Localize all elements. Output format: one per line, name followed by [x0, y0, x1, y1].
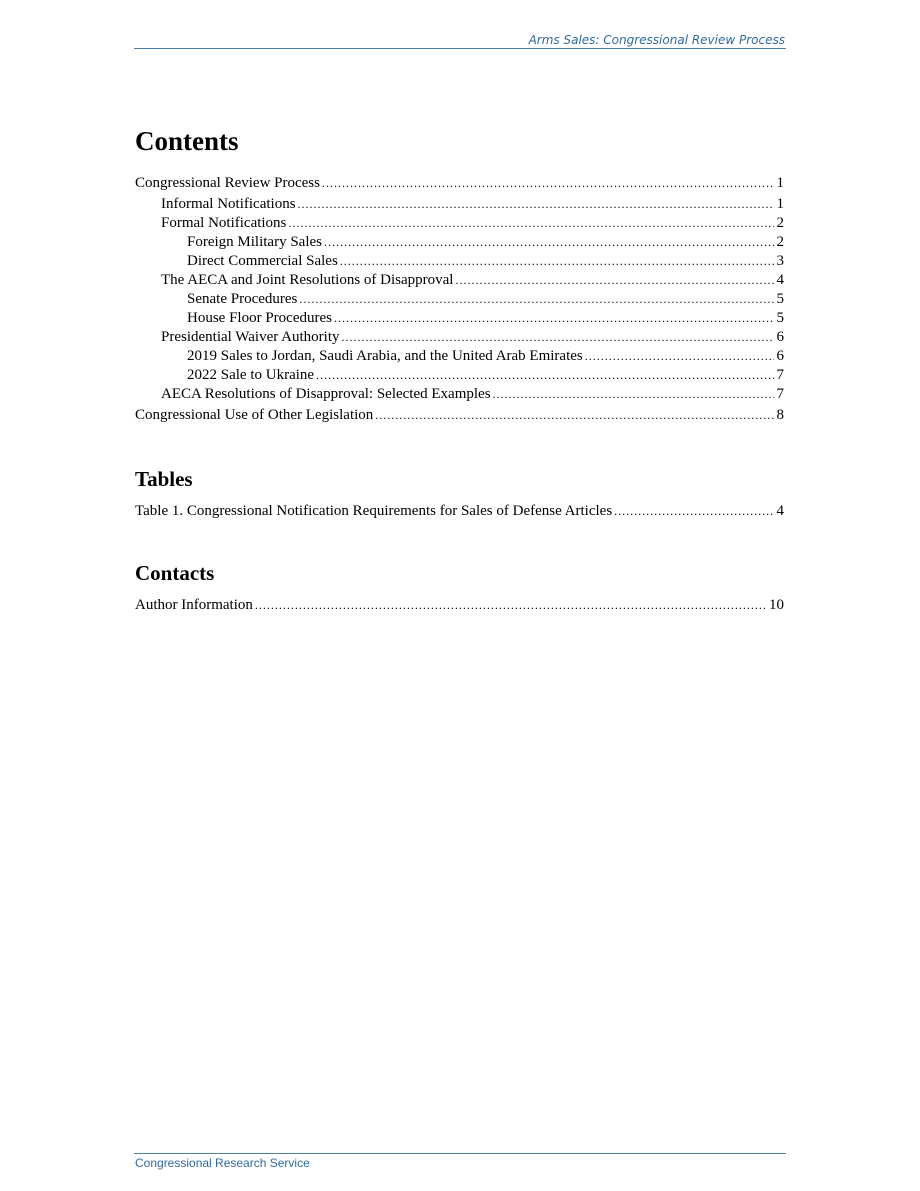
contents-list: [135, 174, 784, 425]
toc-entry[interactable]: [135, 174, 784, 195]
toc-entry-page: 5: [774, 290, 785, 309]
toc-leader-dots: [341, 328, 773, 347]
contacts-heading: Contacts: [135, 561, 215, 585]
toc-entry-page: 7: [774, 385, 785, 404]
toc-entry[interactable]: [135, 347, 784, 366]
toc-entry-title: Senate Procedures: [187, 291, 298, 307]
toc-entry-title: 2022 Sale to Ukraine: [187, 367, 315, 383]
toc-entry-page: 6: [774, 347, 785, 366]
toc-leader-dots: [324, 233, 774, 252]
toc-entry[interactable]: [135, 328, 784, 347]
running-header-title: Arms Sales: Congressional Review Process: [528, 33, 785, 47]
toc-entry-title: Formal Notifications: [161, 215, 287, 231]
toc-entry-page: 7: [774, 366, 785, 385]
toc-leader-dots: [298, 195, 774, 214]
toc-entry-title: AECA Resolutions of Disapproval: Selected Examples: [161, 386, 491, 402]
tables-list: [135, 502, 784, 521]
running-header: [134, 33, 786, 49]
toc-leader-dots: [299, 290, 773, 309]
tables-heading: Tables: [135, 467, 193, 491]
running-footer: [134, 1153, 786, 1170]
toc-entry-title: Foreign Military Sales: [187, 234, 322, 250]
toc-entry-page: 1: [774, 174, 785, 193]
toc-entry[interactable]: [135, 406, 784, 425]
toc-entry-page: 4: [774, 502, 785, 521]
toc-entry[interactable]: [135, 214, 784, 233]
toc-entry[interactable]: [135, 233, 784, 252]
toc-entry-title: Author Information: [135, 597, 253, 613]
toc-entry-title: House Floor Procedures: [187, 310, 332, 326]
toc-entry-title: Informal Notifications: [161, 196, 296, 212]
contacts-list: [135, 596, 784, 615]
toc-entry-title: Table 1. Congressional Notification Requirements for Sales of Defense Articles: [135, 503, 613, 519]
toc-leader-dots: [334, 309, 774, 328]
toc-entry-page: 8: [774, 406, 785, 425]
toc-leader-dots: [614, 502, 773, 521]
footer-publisher: Congressional Research Service: [135, 1156, 310, 1170]
toc-leader-dots: [340, 252, 774, 271]
toc-entry-page: 4: [774, 271, 785, 290]
toc-entry-page: 2: [774, 233, 785, 252]
toc-entry[interactable]: [135, 271, 784, 290]
toc-leader-dots: [255, 596, 766, 615]
toc-entry-page: 5: [774, 309, 785, 328]
toc-entry-page: 6: [774, 328, 785, 347]
toc-entry-title: Congressional Use of Other Legislation: [135, 407, 374, 423]
contents-heading: Contents: [135, 126, 239, 156]
toc-entry-page: 1: [774, 195, 785, 214]
toc-entry[interactable]: [135, 385, 784, 406]
toc-entry[interactable]: [135, 195, 784, 214]
toc-leader-dots: [375, 406, 773, 425]
toc-leader-dots: [585, 347, 774, 366]
toc-entry[interactable]: [135, 252, 784, 271]
toc-leader-dots: [316, 366, 773, 385]
toc-leader-dots: [322, 174, 774, 193]
toc-leader-dots: [455, 271, 773, 290]
toc-entry-title: Direct Commercial Sales: [187, 253, 338, 269]
toc-entry-title: 2019 Sales to Jordan, Saudi Arabia, and the United Arab Emirates: [187, 348, 583, 364]
toc-entry-title: Congressional Review Process: [135, 175, 320, 191]
toc-leader-dots: [288, 214, 773, 233]
toc-entry[interactable]: [135, 309, 784, 328]
toc-entry-page: 2: [774, 214, 785, 233]
toc-entry[interactable]: [135, 596, 784, 615]
toc-entry-page: 10: [766, 596, 784, 615]
toc-entry-title: Presidential Waiver Authority: [161, 329, 340, 345]
toc-entry[interactable]: [135, 502, 784, 521]
toc-entry[interactable]: [135, 290, 784, 309]
toc-entry-title: The AECA and Joint Resolutions of Disapproval: [161, 272, 454, 288]
toc-leader-dots: [493, 385, 774, 404]
toc-entry-page: 3: [774, 252, 785, 271]
toc-entry[interactable]: [135, 366, 784, 385]
